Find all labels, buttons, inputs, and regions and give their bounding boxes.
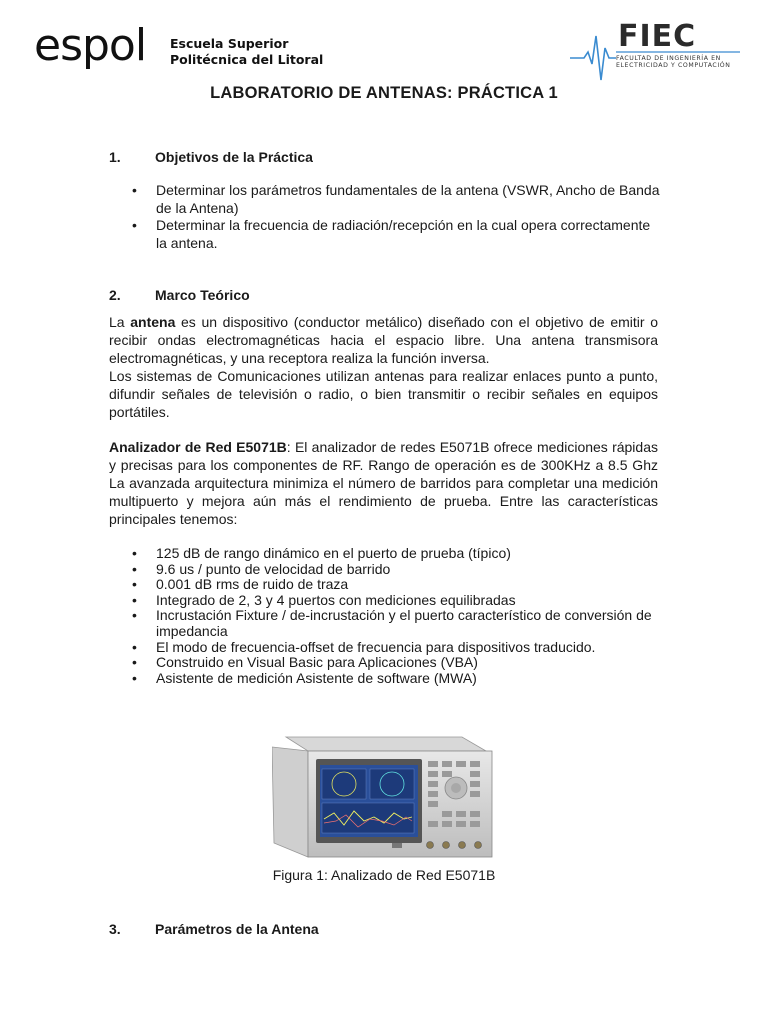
list-item: • Determinar los parámetros fundamentales de la antena (VSWR, Ancho de Banda de la Antena) [132, 182, 660, 216]
list-item: • Integrado de 2, 3 y 4 puertos con mediciones equilibradas [132, 591, 516, 608]
section-heading-objetivos: 1. Objetivos de la Práctica [109, 149, 313, 165]
list-item: • Construido en Visual Basic para Aplicaciones (VBA) [132, 654, 478, 671]
features-list [132, 546, 662, 686]
list-item: • Asistente de medición Asistente de software (MWA) [132, 669, 477, 686]
fiec-logo-subtitle: FACULTAD DE INGENIERÍA EN ELECTRICIDAD Y COMPUTACIÓN [616, 55, 731, 69]
list-item: • Determinar la frecuencia de radiación/recepción en la cual opera correctamente la antena. [132, 217, 651, 251]
paragraph-analizador: Analizador de Red E5071B: El analizador de redes E5071B ofrece mediciones rápidas y precisas para los componentes de RF. Rango de operación es de 300KHz a 8.5 Ghz La avanzada arquitectura minimiza el número de barridos para completar una medición multipuerto y mejora aún más el rendimiento de prueba. Entre las características principales tenemos: [109, 439, 658, 527]
section-heading-marco-teorico: 2. Marco Teórico [109, 287, 250, 303]
list-item: • 0.001 dB rms de ruido de traza [132, 576, 349, 593]
page-title: LABORATORIO DE ANTENAS: PRÁCTICA 1 [210, 84, 558, 102]
list-item: • El modo de frecuencia-offset de frecuencia para dispositivos traducido. [132, 638, 596, 655]
list-item: • 9.6 us / punto de velocidad de barrido [132, 560, 391, 577]
espol-logo-subtitle: Escuela Superior Politécnica del Litoral [170, 36, 324, 67]
objetivos-list [132, 182, 662, 252]
list-item: • 125 dB de rango dinámico en el puerto de prueba (típico) [132, 545, 511, 561]
espol-logo [34, 20, 324, 80]
paragraph-antena: La antena es un dispositivo (conductor metálico) diseñado con el objetivo de emitir o recibir ondas electromagnéticas hacia el espacio libre. Una antena transmisora electromagnéticas, y una receptora realiza la función inversa. [109, 314, 658, 366]
espol-logo-wordmark: espol [34, 20, 147, 71]
list-item: • Incrustación Fixture / de-incrustación y el puerto característico de conversión de impedancia [132, 607, 652, 639]
fiec-logo-wordmark: FIEC [618, 19, 697, 54]
section-heading-parametros: 3. Parámetros de la Antena [109, 921, 319, 937]
paragraph-sistemas: Los sistemas de Comunicaciones utilizan antenas para realizar enlaces punto a punto, difundir señales de televisión o radio, o bien transmitir o recibir señales en equipos portátiles. [109, 368, 658, 420]
figure-caption: Figura 1: Analizado de Red E5071B [272, 867, 496, 883]
network-analyzer-image [272, 733, 500, 861]
